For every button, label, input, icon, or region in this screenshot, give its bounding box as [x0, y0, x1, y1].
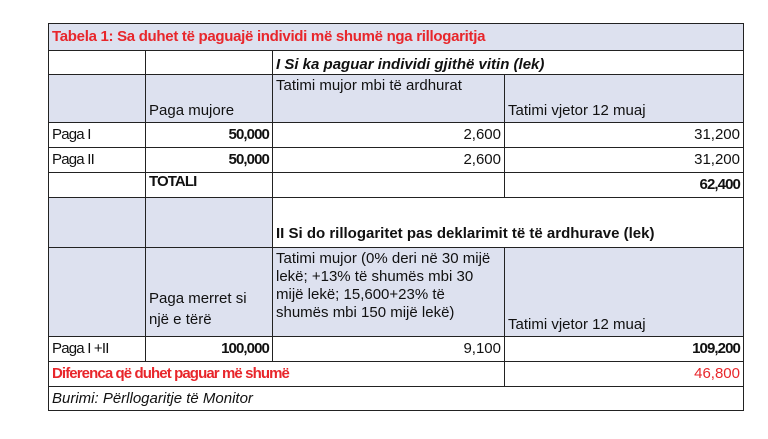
total-label: TOTALI — [146, 173, 273, 198]
table-row — [49, 148, 744, 173]
monthly-tax-value: 2,600 — [273, 123, 505, 148]
col-salary-header-2: Paga merret si një e tërë — [146, 248, 273, 337]
blank-cell — [146, 51, 273, 75]
col-annual-tax-header: Tatimi vjetor 12 muaj — [505, 75, 744, 123]
annual-tax-value: 109,200 — [505, 337, 744, 362]
total-value: 62,400 — [505, 173, 744, 198]
row-label: Paga II — [49, 148, 146, 173]
difference-row — [49, 362, 744, 387]
table-title: Tabela 1: Sa duhet të paguajë individi më shumë nga rillogaritja — [49, 24, 744, 51]
source-row — [49, 387, 744, 411]
blank-cell — [146, 198, 273, 248]
section1-header-row — [49, 75, 744, 123]
monthly-tax-value: 2,600 — [273, 148, 505, 173]
salary-value: 100,000 — [146, 337, 273, 362]
blank-cell — [49, 51, 146, 75]
salary-value: 50,000 — [146, 123, 273, 148]
col-salary-header: Paga mujore — [146, 75, 273, 123]
tax-table — [48, 23, 744, 411]
col-monthly-tax-header-2: Tatimi mujor (0% deri në 30 mijë lekë; +13% të shumës mbi 30 mijë lekë; 15,600+23% të shumës mbi 150 mijë lekë) — [273, 248, 505, 337]
section2-heading-row — [49, 198, 744, 248]
blank-cell — [49, 173, 146, 198]
section1-heading: I Si ka paguar individi gjithë vitin (lek) — [273, 51, 744, 75]
total-row — [49, 173, 744, 198]
blank-cell — [49, 75, 146, 123]
annual-tax-value: 31,200 — [505, 148, 744, 173]
blank-cell — [273, 173, 505, 198]
col-annual-tax-header-2: Tatimi vjetor 12 muaj — [505, 248, 744, 337]
section2-heading: II Si do rillogaritet pas deklarimit të të ardhurave (lek) — [273, 198, 744, 248]
blank-cell — [49, 198, 146, 248]
col-monthly-tax-header: Tatimi mujor mbi të ardhurat — [273, 75, 505, 123]
section2-header-row — [49, 248, 744, 337]
table-row — [49, 337, 744, 362]
section1-heading-row — [49, 51, 744, 75]
blank-cell — [49, 248, 146, 337]
row-label: Paga I — [49, 123, 146, 148]
title-row — [49, 24, 744, 51]
annual-tax-value: 31,200 — [505, 123, 744, 148]
source-note: Burimi: Përllogaritje të Monitor — [49, 387, 744, 411]
monthly-tax-value: 9,100 — [273, 337, 505, 362]
table-row — [49, 123, 744, 148]
row-label: Paga I +II — [49, 337, 146, 362]
difference-value: 46,800 — [505, 362, 744, 387]
salary-value: 50,000 — [146, 148, 273, 173]
difference-label: Diferenca që duhet paguar më shumë — [49, 362, 505, 387]
